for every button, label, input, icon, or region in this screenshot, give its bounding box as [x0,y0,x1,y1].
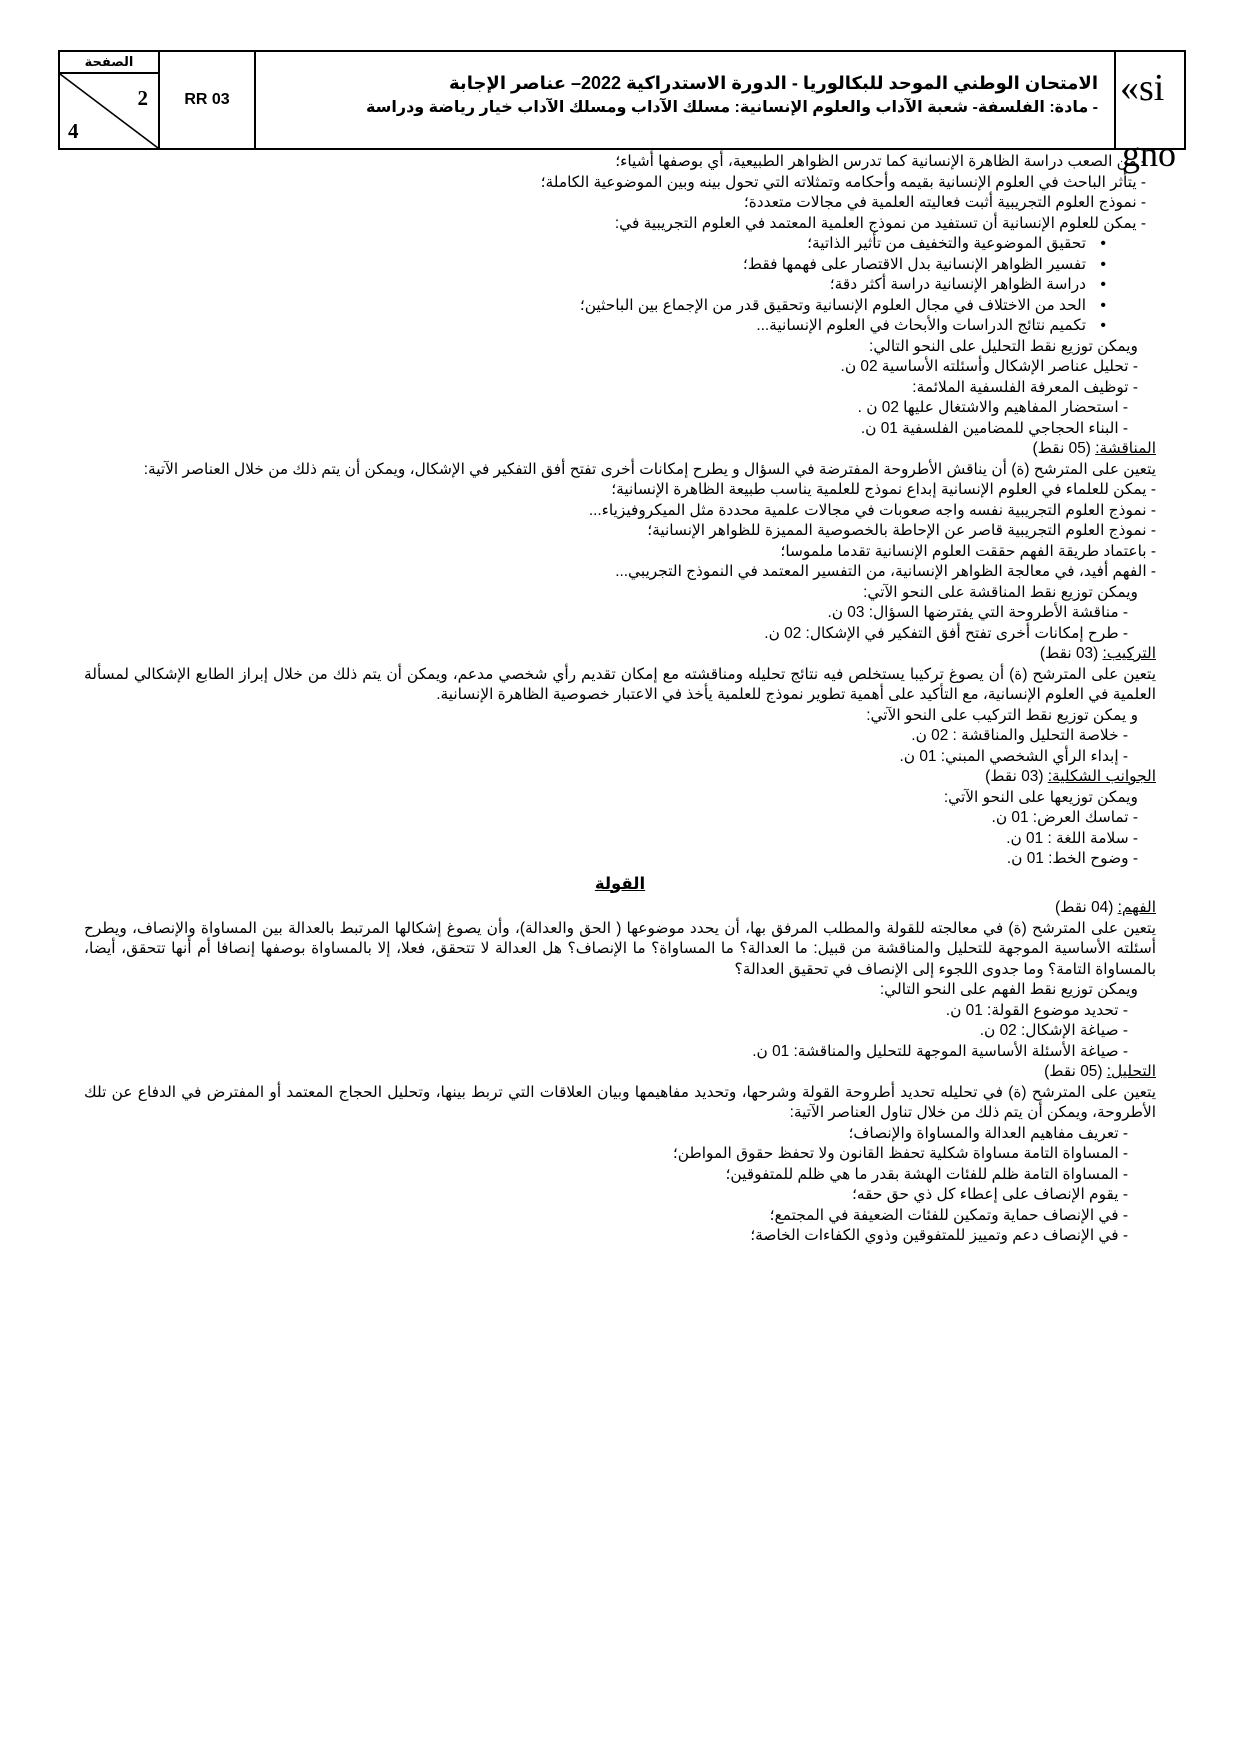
text-line: - إبداء الرأي الشخصي المبني: 01 ن. [899,747,1128,765]
logo-text-bottom: gno [1122,134,1176,174]
text-line: - صياغة الإشكال: 02 ن. [979,1022,1128,1039]
text-line: - الفهم أفيد، في معالجة الظواهر الإنسانية، من التفسير المعتمد في النموذج التجريبي... [615,563,1156,580]
section-points: (03 نقط) [1039,645,1099,662]
paragraph: يتعين على المترشح (ة) في معالجته للقولة والمطلب المرفق بها، أن يحدد موضوعها ( الحق والعدالة)، وأن يصوغ إشكالها المرتبط بالعدالة بين المساواة والإنصاف، ويطرح أسئلته الأساسية الموجهة للتحليل والمناقشة من قبيل: ما العدالة؟ ما المساواة؟ ما الإنصاف؟ هل العدالة لا تتحقق، فعلا، إلا بالمساواة بوصفها إنصافا أم أنها تتحقق، أيضا، بالمساواة التامة؟ وما جدوى اللجوء إلى الإنصاف في تحقيق العدالة؟ [84,919,1156,978]
text-line: - المساواة التامة ظلم للفئات الهشة بقدر ما هي ظلم للمتفوقين؛ [725,1165,1128,1183]
section-title: التحليل: [1106,1063,1156,1080]
paragraph: يتعين على المترشح (ة) في تحليله تحديد أطروحة القولة وشرحها، وتحديد مفاهيمها وبيان العلاقات التي تربط بينها، وتحليل الحجاج المعتمد أو المفترض في الدفاع عن تلك الأطروحة، ويمكن أن يتم ذلك من خلال تناول العناصر الآتية: [84,1083,1156,1121]
section-heading [84,644,1156,665]
page-label: الصفحة [60,52,158,74]
text-line: - المساواة التامة مساواة شكلية تحفظ القانون ولا تحفظ حقوق المواطن؛ [672,1145,1128,1162]
exam-title-cell [256,52,1116,148]
text-line: - نموذج العلوم التجريبية أثبت فعاليته العلمية في مجالات متعددة؛ [743,194,1146,211]
section-heading [84,1062,1156,1083]
bullet-item: • الحد من الاختلاف في مجال العلوم الإنسانية وتحقيق قدر من الإجماع بين الباحثين؛ [84,296,1106,317]
page-number-cell [60,52,160,148]
section-points: (05 نقط) [1044,1063,1103,1080]
text-line: - تماسك العرض: 01 ن. [991,809,1138,826]
text-line: - تعريف مفاهيم العدالة والمساواة والإنصاف؛ [848,1124,1128,1142]
page-current: 2 [137,86,148,110]
text-line: - تحليل عناصر الإشكال وأسئلته الأساسية 02 ن. [840,358,1138,375]
text-line: - يمكن للعلماء في العلوم الإنسانية إبداع نموذج للعلمية يناسب طبيعة الظاهرة الإنسانية؛ [611,481,1156,498]
section-title: الجوانب الشكلية: [1047,768,1156,785]
text-line: - سلامة اللغة : 01 ن. [1006,829,1138,847]
section-points: (03 نقط) [985,768,1044,785]
section-title: المناقشة: [1095,440,1156,457]
section-heading [84,767,1156,788]
text-line: - من الصعب دراسة الظاهرة الإنسانية كما تدرس الظواهر الطبيعية، أي بوصفها أشياء؛ [615,153,1146,170]
exam-subject: - مادة: الفلسفة- شعبة الآداب والعلوم الإنسانية: مسلك الآداب ومسلك الآداب خيار رياضة ودراسة [365,99,1098,116]
text-line: - مناقشة الأطروحة التي يفترضها السؤال: 03 ن. [827,604,1128,621]
page-number-box [60,74,158,148]
section-title: الفهم: [1117,899,1156,916]
text-line: - في الإنصاف دعم وتمييز للمتفوقين وذوي الكفاءات الخاصة؛ [750,1227,1128,1244]
text-line: - صياغة الأسئلة الأساسية الموجهة للتحليل والمناقشة: 01 ن. [752,1042,1128,1060]
text-line: ويمكن توزيع نقط الفهم على النحو التالي: [879,981,1138,998]
section-points: (05 نقط) [1032,440,1091,457]
section-title: التركيب: [1102,645,1156,662]
text-line: ويمكن توزيع نقط التحليل على النحو التالي: [869,337,1138,355]
paragraph: يتعين على المترشح (ة) أن يناقش الأطروحة المفترضة في السؤال و يطرح إمكانات أخرى تفتح أفق التفكير في الإشكال، ويمكن أن يتم ذلك من خلال العناصر الآتية: [143,460,1156,478]
bullet-item: • تفسير الظواهر الإنسانية بدل الاقتصار على فهمها فقط؛ [84,255,1106,276]
exam-code: RR 03 [160,52,256,148]
quote-section-title: القولة [594,874,646,893]
text-line: - خلاصة التحليل والمناقشة : 02 ن. [911,727,1128,744]
text-line: - طرح إمكانات أخرى تفتح أفق التفكير في الإشكال: 02 ن. [764,624,1128,642]
text-line: - يمكن للعلوم الإنسانية أن تستفيد من نموذج العلمية المعتمد في العلوم التجريبية في: [614,214,1146,232]
text-line: - البناء الحجاجي للمضامين الفلسفية 01 ن. [860,419,1128,437]
section-heading [84,439,1156,460]
page-total: 4 [68,119,79,143]
text-line: ويمكن توزيع نقط المناقشة على النحو الآتي: [863,583,1138,601]
bullet-item: • تحقيق الموضوعية والتخفيف من تأثير الذاتية؛ [84,234,1106,255]
exam-title: الامتحان الوطني الموحد للبكالوريا - الدورة الاستدراكية 2022– عناصر الإجابة [449,73,1098,93]
logo-cell [1116,52,1184,174]
text-line: - تحديد موضوع القولة: 01 ن. [945,1001,1128,1019]
text-line: - نموذج العلوم التجريبية قاصر عن الإحاطة بالخصوصية المميزة للظواهر الإنسانية؛ [647,522,1156,539]
bullet-item: • تكميم نتائج الدراسات والأبحاث في العلوم الإنسانية... [84,316,1106,337]
text-line: - يقوم الإنصاف على إعطاء كل ذي حق حقه؛ [851,1186,1128,1203]
text-line: - توظيف المعرفة الفلسفية الملائمة: [912,378,1138,396]
text-line: - وضوح الخط: 01 ن. [1006,850,1138,867]
section-points: (04 نقط) [1054,899,1114,916]
text-line: - استحضار المفاهيم والاشتغال عليها 02 ن . [857,399,1128,416]
text-line: - نموذج العلوم التجريبية نفسه واجه صعوبات في مجالات علمية محددة مثل الميكروفيزياء... [588,501,1156,519]
text-line: - يتأثر الباحث في العلوم الإنسانية بقيمه وأحكامه وتمثلاته التي تحول بينه وبين الموضوعية الكاملة؛ [540,173,1146,191]
text-line: و يمكن توزيع نقط التركيب على النحو الآتي: [866,706,1138,724]
paragraph: يتعين على المترشح (ة) أن يصوغ تركيبا يستخلص فيه نتائج تحليله ومناقشته مع إمكان تقديم رأي شخصي مدعم، ويمكن أن يتم ذلك من خلال إبراز الطابع الإشكالي لمسألة العلمية في العلوم الإنسانية، مع التأكيد على أهمية تطوير نموذج للعلمية يأخذ في الاعتبار خصوصية الظاهرة الإنسانية. [84,665,1156,703]
text-line: ويمكن توزيعها على النحو الآتي: [943,788,1138,806]
bullet-item: • دراسة الظواهر الإنسانية دراسة أكثر دقة؛ [84,275,1106,296]
logo-text-top: «si [1120,67,1165,109]
text-line: - في الإنصاف حماية وتمكين للفئات الضعيفة في المجتمع؛ [769,1206,1128,1224]
section-heading [84,898,1156,919]
answer-key-body [84,152,1156,1247]
text-line: - باعتماد طريقة الفهم حققت العلوم الإنسانية تقدما ملموسا؛ [780,542,1156,560]
